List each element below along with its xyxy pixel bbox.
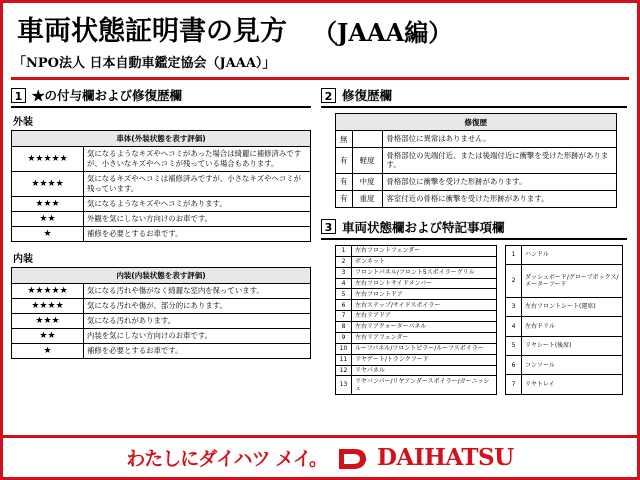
repair-level: 重度 (352, 190, 382, 207)
table-row (336, 148, 617, 174)
part-name: ダッシュボード/グローブボックス/メーターフード (522, 265, 623, 298)
content-columns (3, 86, 637, 395)
part-number: 1 (506, 245, 522, 264)
table-row (336, 278, 497, 289)
part-number: 8 (336, 322, 352, 333)
brand-name: DAIHATSU (377, 444, 514, 471)
table-row (12, 211, 311, 226)
repair-description: 骨格部位の先端付近、または後端付近に衝撃を受けた形跡があります。 (382, 148, 616, 174)
repair-mark: 無 (336, 131, 353, 148)
table-row (336, 245, 497, 256)
part-name: 左右ステップ/サイドスポイラー (352, 300, 497, 311)
table-row (506, 265, 623, 298)
organization-line: 「NPO法人 日本自動車鑑定協会（JAAA）」 (13, 56, 276, 71)
table-header-row (336, 114, 617, 131)
right-column (321, 86, 627, 395)
exterior-group-label: 外装 (13, 117, 33, 128)
part-number: 1 (336, 245, 352, 256)
part-name: ルーフパネル/フロントピラー/ルーフスポイラー (352, 343, 497, 354)
section-3-title: 車両状態欄および特記事項欄 (342, 219, 505, 235)
table-row (336, 343, 497, 354)
footer (3, 435, 637, 477)
interior-table (11, 267, 311, 359)
table-row (336, 365, 497, 376)
repair-level (352, 131, 382, 148)
table-row (12, 226, 311, 241)
table-row (12, 147, 311, 172)
table-row (506, 375, 623, 394)
exterior-table (11, 130, 311, 242)
part-number: 4 (336, 278, 352, 289)
table-row (12, 171, 311, 196)
repair-description: 骨格部位に衝撃を受けた形跡があります。 (382, 173, 616, 190)
part-name: リヤトレイ (522, 375, 623, 394)
table-row (336, 300, 497, 311)
table-row (336, 289, 497, 300)
rating-stars: ★★★ (12, 313, 84, 328)
rating-stars: ★★★★★ (12, 283, 84, 298)
table-row (506, 245, 623, 264)
page-title: 車両状態証明書の見方 (17, 16, 287, 47)
table-header-row (12, 131, 311, 147)
footer-slogan: わたしにダイハツ メイ。 (126, 448, 328, 470)
repair-mark: 有 (336, 173, 353, 190)
part-number: 7 (336, 311, 352, 322)
part-number: 4 (506, 317, 522, 336)
repair-mark: 有 (336, 190, 353, 207)
rating-description: 補修を必要とするお車です。 (84, 343, 311, 358)
rating-stars: ★★★★ (12, 171, 84, 196)
repair-level: 軽度 (352, 148, 382, 174)
section-3-number: 3 (321, 219, 336, 234)
section-1-number: 1 (11, 88, 26, 103)
table-row (12, 313, 311, 328)
part-name: リヤパネル (352, 365, 497, 376)
part-name: 左右リアクォーターパネル (352, 322, 497, 333)
rating-description: 気になる汚れや傷がなく綺麗な室内を保っています。 (84, 283, 311, 298)
section-2-header (321, 86, 627, 108)
part-number: 11 (336, 354, 352, 365)
rating-description: 外観を気にしない方向けのお車です。 (84, 211, 311, 226)
rating-stars: ★ (12, 226, 84, 241)
left-column (11, 86, 311, 395)
part-name: 左右フロントフェンダー (352, 245, 497, 256)
part-name: フロントパネル/フロント5スポイラーグリル (352, 267, 497, 278)
repair-description: 客室付近の骨格に衝撃を受けた形跡があります。 (382, 190, 616, 207)
rating-description: 気になるようなキズやヘコミがあった場合は綺麗に補修済みですが、小さいなキズやヘコミが残っている場合もあります。 (84, 147, 311, 172)
part-name: 左右リアフェンダー (352, 332, 497, 343)
part-number: 3 (336, 267, 352, 278)
part-name: リヤシート(後席) (522, 336, 623, 355)
interior-parts-table (505, 245, 623, 395)
part-number: 12 (336, 365, 352, 376)
parts-lists (321, 245, 627, 395)
interior-table-header: 内装(内装状態を表す評価) (12, 267, 311, 283)
part-number: 2 (506, 265, 522, 298)
table-header-row (12, 267, 311, 283)
title-row (3, 3, 637, 50)
part-name: ボンネット (352, 256, 497, 267)
part-number: 2 (336, 256, 352, 267)
part-number: 5 (506, 336, 522, 355)
rating-stars: ★★ (12, 211, 84, 226)
part-name: リヤゲート/トランクフード (352, 354, 497, 365)
part-number: 13 (336, 376, 352, 394)
section-2-number: 2 (321, 88, 336, 103)
part-number: 7 (506, 375, 522, 394)
part-name: 左右フロントサイドメンバー (352, 278, 497, 289)
rating-stars: ★ (12, 343, 84, 358)
table-row (336, 322, 497, 333)
table-row (336, 267, 497, 278)
part-name: コンソール (522, 356, 623, 375)
part-number: 6 (336, 300, 352, 311)
part-number: 3 (506, 298, 522, 317)
repair-description: 骨格部位に異常はありません。 (382, 131, 616, 148)
part-name: リヤバンパー/リヤアンダースポイラー/ガーニッシュ (352, 376, 497, 394)
table-row (12, 298, 311, 313)
exterior-table-header: 車体(外装状態を表す評価) (12, 131, 311, 147)
repair-history-table (335, 113, 617, 208)
part-number: 9 (336, 332, 352, 343)
section-1-header (11, 86, 311, 108)
table-row (12, 196, 311, 211)
table-row (336, 190, 617, 207)
table-row (336, 256, 497, 267)
section-3-header (321, 218, 627, 240)
daihatsu-logo-icon (337, 447, 367, 469)
table-row (336, 131, 617, 148)
table-row (506, 298, 623, 317)
rating-stars: ★★★ (12, 196, 84, 211)
section-2-title: 修復歴欄 (342, 88, 393, 103)
rating-description: 補修を必要とするお車です。 (84, 226, 311, 241)
table-row (506, 356, 623, 375)
table-row (336, 332, 497, 343)
table-row (12, 343, 311, 358)
table-row (336, 376, 497, 394)
repair-history-header: 修復歴 (336, 114, 617, 131)
part-number: 10 (336, 343, 352, 354)
part-name: 左右フロントシート(運席) (522, 298, 623, 317)
repair-level: 中度 (352, 173, 382, 190)
part-name: ハンドル (522, 245, 623, 264)
exterior-parts-table (335, 245, 497, 395)
table-row (336, 311, 497, 322)
part-name: 左右リアドア (352, 311, 497, 322)
section-1-title: ★の付与欄および修復歴欄 (32, 88, 183, 103)
rating-description: 気になるキズやヘコミは補修済みですが、小さなキズやヘコミが残っています。 (84, 171, 311, 196)
repair-mark: 有 (336, 148, 353, 174)
table-row (506, 336, 623, 355)
table-row (12, 283, 311, 298)
part-number: 5 (336, 289, 352, 300)
table-row (336, 173, 617, 190)
rating-description: 気になるようなキズやヘコミがあります。 (84, 196, 311, 211)
rating-stars: ★★★★★ (12, 147, 84, 172)
table-row (12, 328, 311, 343)
rating-description: 気になる汚れがあります。 (84, 313, 311, 328)
rating-stars: ★★ (12, 328, 84, 343)
rating-description: 気になる汚れや傷が、部分的にあります。 (84, 298, 311, 313)
part-number: 6 (506, 356, 522, 375)
interior-group-label: 内装 (13, 253, 33, 265)
rating-stars: ★★★★ (12, 298, 84, 313)
table-row (506, 317, 623, 336)
part-name: 左右ドリル (522, 317, 623, 336)
page-title-subtitle: （JAAA編） (313, 18, 453, 47)
rating-description: 内装を気にしない方向けのお車です。 (84, 328, 311, 343)
red-divider (11, 77, 629, 80)
table-row (336, 354, 497, 365)
part-name: 左右フロントドア (352, 289, 497, 300)
